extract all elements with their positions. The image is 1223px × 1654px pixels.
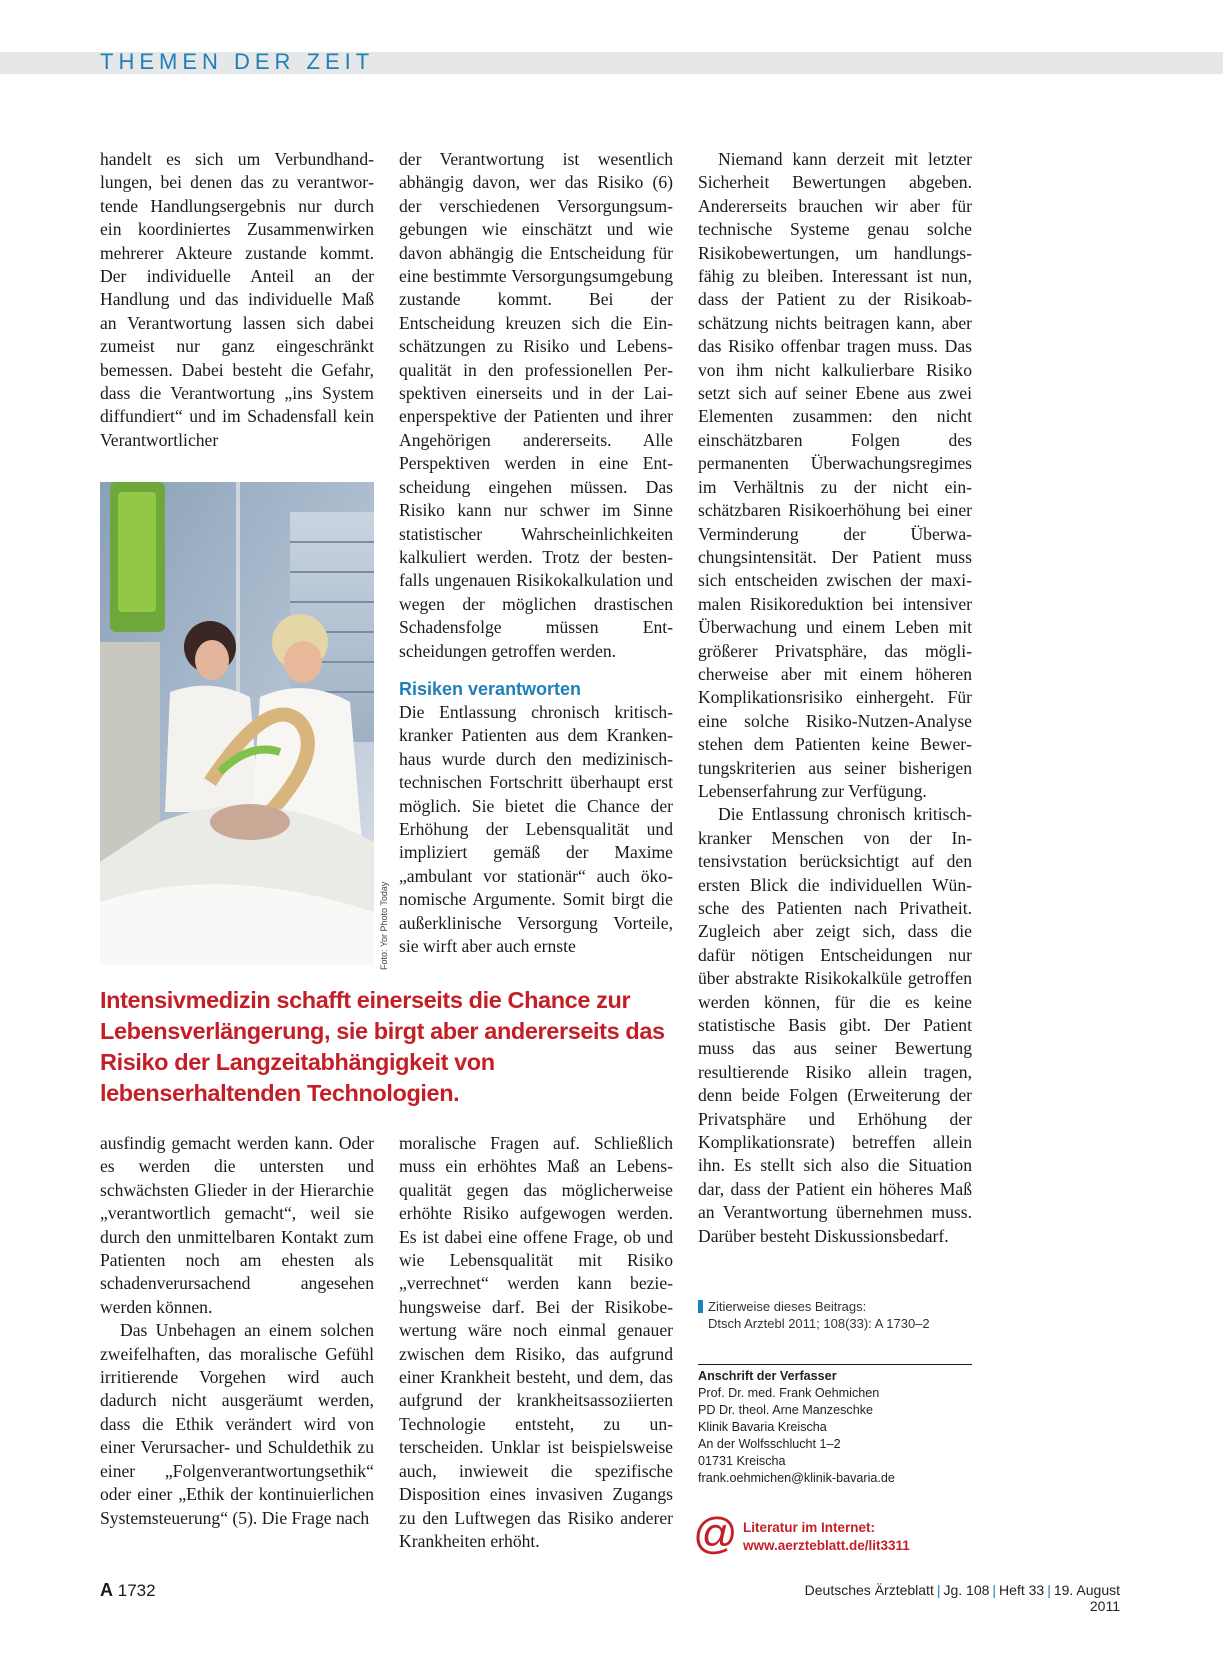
body-paragraph: moralische Fragen auf. Schließlich muss ein erhöhtes Maß an Lebensqualität gegen das möglicherweise erhöhte Risiko aufgewogen werden. Es ist dabei eine offene Frage, ob und wie Lebensqualität mit Risiko „verrechnet“ werden kann beziehungsweise darf. Bei der Risikobewertung wäre noch einmal genauer zwischen dem Risiko, das aufgrund einer Krankheit besteht, und dem, das aufgrund der krankheitsassoziierten Technologie entsteht, zu unterscheiden. Unklar ist beispielsweise auch, inwieweit die spezifische Disposition eines invasiven Zugangs zu den Luftwegen das Risiko anderer Krankheiten erhöht. [399,1133,673,1551]
journal-volume: Jg. 108 [943,1582,990,1598]
column-2-top [399,148,673,958]
column-1-top [100,148,374,452]
email-link[interactable]: frank.oehmichen@klinik-bavaria.de [698,1471,895,1485]
at-sign-icon: @ [693,1509,738,1558]
page-number-value: 1732 [117,1581,156,1600]
body-paragraph: ausfindig gemacht werden kann. Oder es werden die untersten und schwächsten Glieder in der Hierarchie „verantwortlich gemacht“, weil sie durch den unmittelbaren Kontakt zum Patienten noch am ehesten als schadenverursachend angesehen werden können. [100,1133,374,1317]
journal-name: Deutsches Ärzteblatt [804,1582,934,1598]
address-line: An der Wolfsschlucht 1–2 [698,1437,841,1451]
address-line: Klinik Bavaria Kreischa [698,1420,827,1434]
journal-issue: Heft 33 [999,1582,1045,1598]
column-2-bottom [399,1132,673,1553]
hospital-photo [100,482,374,965]
column-3 [698,148,972,1248]
page-letter: A [100,1580,113,1600]
section-title: THEMEN DER ZEIT [100,49,375,74]
column-1-bottom [100,1132,374,1530]
footer-journal-info: Deutsches Ärzteblatt | Jg. 108 | Heft 33 | 19. August 2011 [804,1582,1120,1614]
citation-box [698,1298,978,1332]
body-paragraph: Das Unbehagen an einem solchen zweifelhaften, das moralische Gefühl irritierende Vorgehen wird auch dadurch nicht ausgeräumt werden, dass die Ethik verändert wird von einer Verursacher- und Schuldethik zu einer „Folgenverantwortungsethik“ oder einer „Ethik der kontinuierlichen Systemsteuerung“ (5). Die Frage nach [100,1320,374,1528]
literature-link[interactable]: www.aerzteblatt.de/lit3311 [743,1538,910,1553]
body-paragraph: Die Entlassung chronisch kritischkranker Patienten aus dem Krankenhaus wurde durch den medizinisch-technischen Fortschritt überhaupt erst möglich. Sie bietet die Chance der Erhöhung der Lebensqualität und impliziert gemäß der Maxime „ambulant vor stationär“ auch ökonomische Argumente. Somit birgt die außerklinische Versorgung Vorteile, sie wirft aber auch ernste [399,701,673,956]
citation-reference: Dtsch Arztebl 2011; 108(33): A 1730–2 [708,1316,930,1331]
body-paragraph: handelt es sich um Verbundhandlungen, bei denen das zu verantwortende Handlungsergebnis nur durch ein koordiniertes Zusammenwirken mehrerer Akteure zustande kommt. Der individuelle Anteil an der Handlung und das individuelle Maß an Verantwortung lassen sich dabei zumeist nur ganz eingeschränkt bemessen. Dabei besteht die Gefahr, dass die Verantwortung „ins System diffundiert“ und im Schadensfall kein Verantwortlicher [100,149,374,450]
citation-marker [698,1300,703,1313]
body-paragraph: Die Entlassung chronisch kritisch-kranker Menschen von der Intensivstation berücksichtigt auf den ersten Blick die individuellen Wünsche des Patienten nach Privatheit. Zugleich aber zeigt sich, dass die dafür nötigen Entscheidungen nur über abstrakte Risikokalküle getroffen werden können, für die es keine statistische Basis gibt. Der Patient muss das aus seiner Bewertung resultierende Risiko allein tragen, denn beide Folgen (Erweiterung der Privatsphäre und Erhöhung der Komplikationsrate) betreffen allein ihn. Es stellt sich also die Situation dar, dass der Patient ein höheres Maß an Verantwortung übernehmen muss. Darüber besteht Diskussionsbedarf. [698,804,972,1246]
address-title: Anschrift der Verfasser [698,1369,837,1383]
photo-credit: Foto: Yor Photo Today [379,881,389,970]
divider [698,1364,972,1365]
address-line: Prof. Dr. med. Frank Oehmichen [698,1386,880,1400]
photo-illustration [100,482,374,965]
journal-date: 19. August 2011 [1053,1582,1120,1614]
literature-box [693,1509,993,1558]
section-subheading: Risiken verantworten [399,678,582,699]
body-paragraph: Niemand kann derzeit mit letzter Sicherheit Bewertungen abgeben. Andererseits brauchen wir aber für technische Systeme genau solche Risikobewertungen, um handlungsfähig zu bleiben. Interessant ist nun, dass der Patient zu der Risikoabschätzung nichts beitragen kann, aber das Risiko offenbar tragen muss. Das von ihm nicht kalkulierbare Risiko setzt sich auf seiner Ebene aus zwei Elementen zusammen: den nicht einschätzbaren Folgen des permanenten Überwachungsregimes im Verhältnis zu der nicht einschätzbaren Risikoerhöhung bei einer Verminderung der Überwachungsintensität. Der Patient muss sich entscheiden zwischen der maximalen Risikoreduktion bei intensiver Überwachung und einem Leben mit größerer Privatsphäre, das möglicherweise aber mit einem höheren Komplikationsrisiko einhergeht. Für eine solche Risiko-Nutzen-Analyse stehen dem Patienten keine Bewertungskriterien aus seiner bisherigen Lebenserfahrung zur Verfügung. [698,149,972,801]
author-address [698,1368,978,1487]
page-number [100,1580,156,1601]
literature-label: Literatur im Internet: [743,1520,876,1535]
body-paragraph: der Verantwortung ist wesentlich abhängig davon, wer das Risiko (6) der verschiedenen Versorgungsumgebungen wie einschätzt und wie davon abhängig die Entscheidung für eine bestimmte Versorgungsumgebung zustande kommt. Bei der Entscheidung kreuzen sich die Einschätzungen zu Risiko und Lebensqualität in den professionellen Perspektiven einerseits und in der Laienperspektive der Patienten und ihrer Angehörigen andererseits. Alle Perspektiven werden in eine Entscheidung eingehen müssen. Das Risiko kann nur schwer im Sinne statistischer Wahrscheinlichkeiten kalkuliert werden. Trotz der bestenfalls ungenauen Risikokalkulation und wegen der möglichen drastischen Schadensfolge müssen Entscheidungen getroffen werden. [399,149,673,661]
address-line: PD Dr. theol. Arne Manzeschke [698,1403,873,1417]
citation-label: Zitierweise dieses Beitrags: [708,1299,867,1314]
address-line: 01731 Kreischa [698,1454,786,1468]
pull-quote: Intensivmedizin schafft einerseits die Chance zur Lebensverlängerung, sie birgt aber andererseits das Risiko der Langzeitabhängigkeit von lebenserhaltenden Technologien. [100,987,665,1106]
